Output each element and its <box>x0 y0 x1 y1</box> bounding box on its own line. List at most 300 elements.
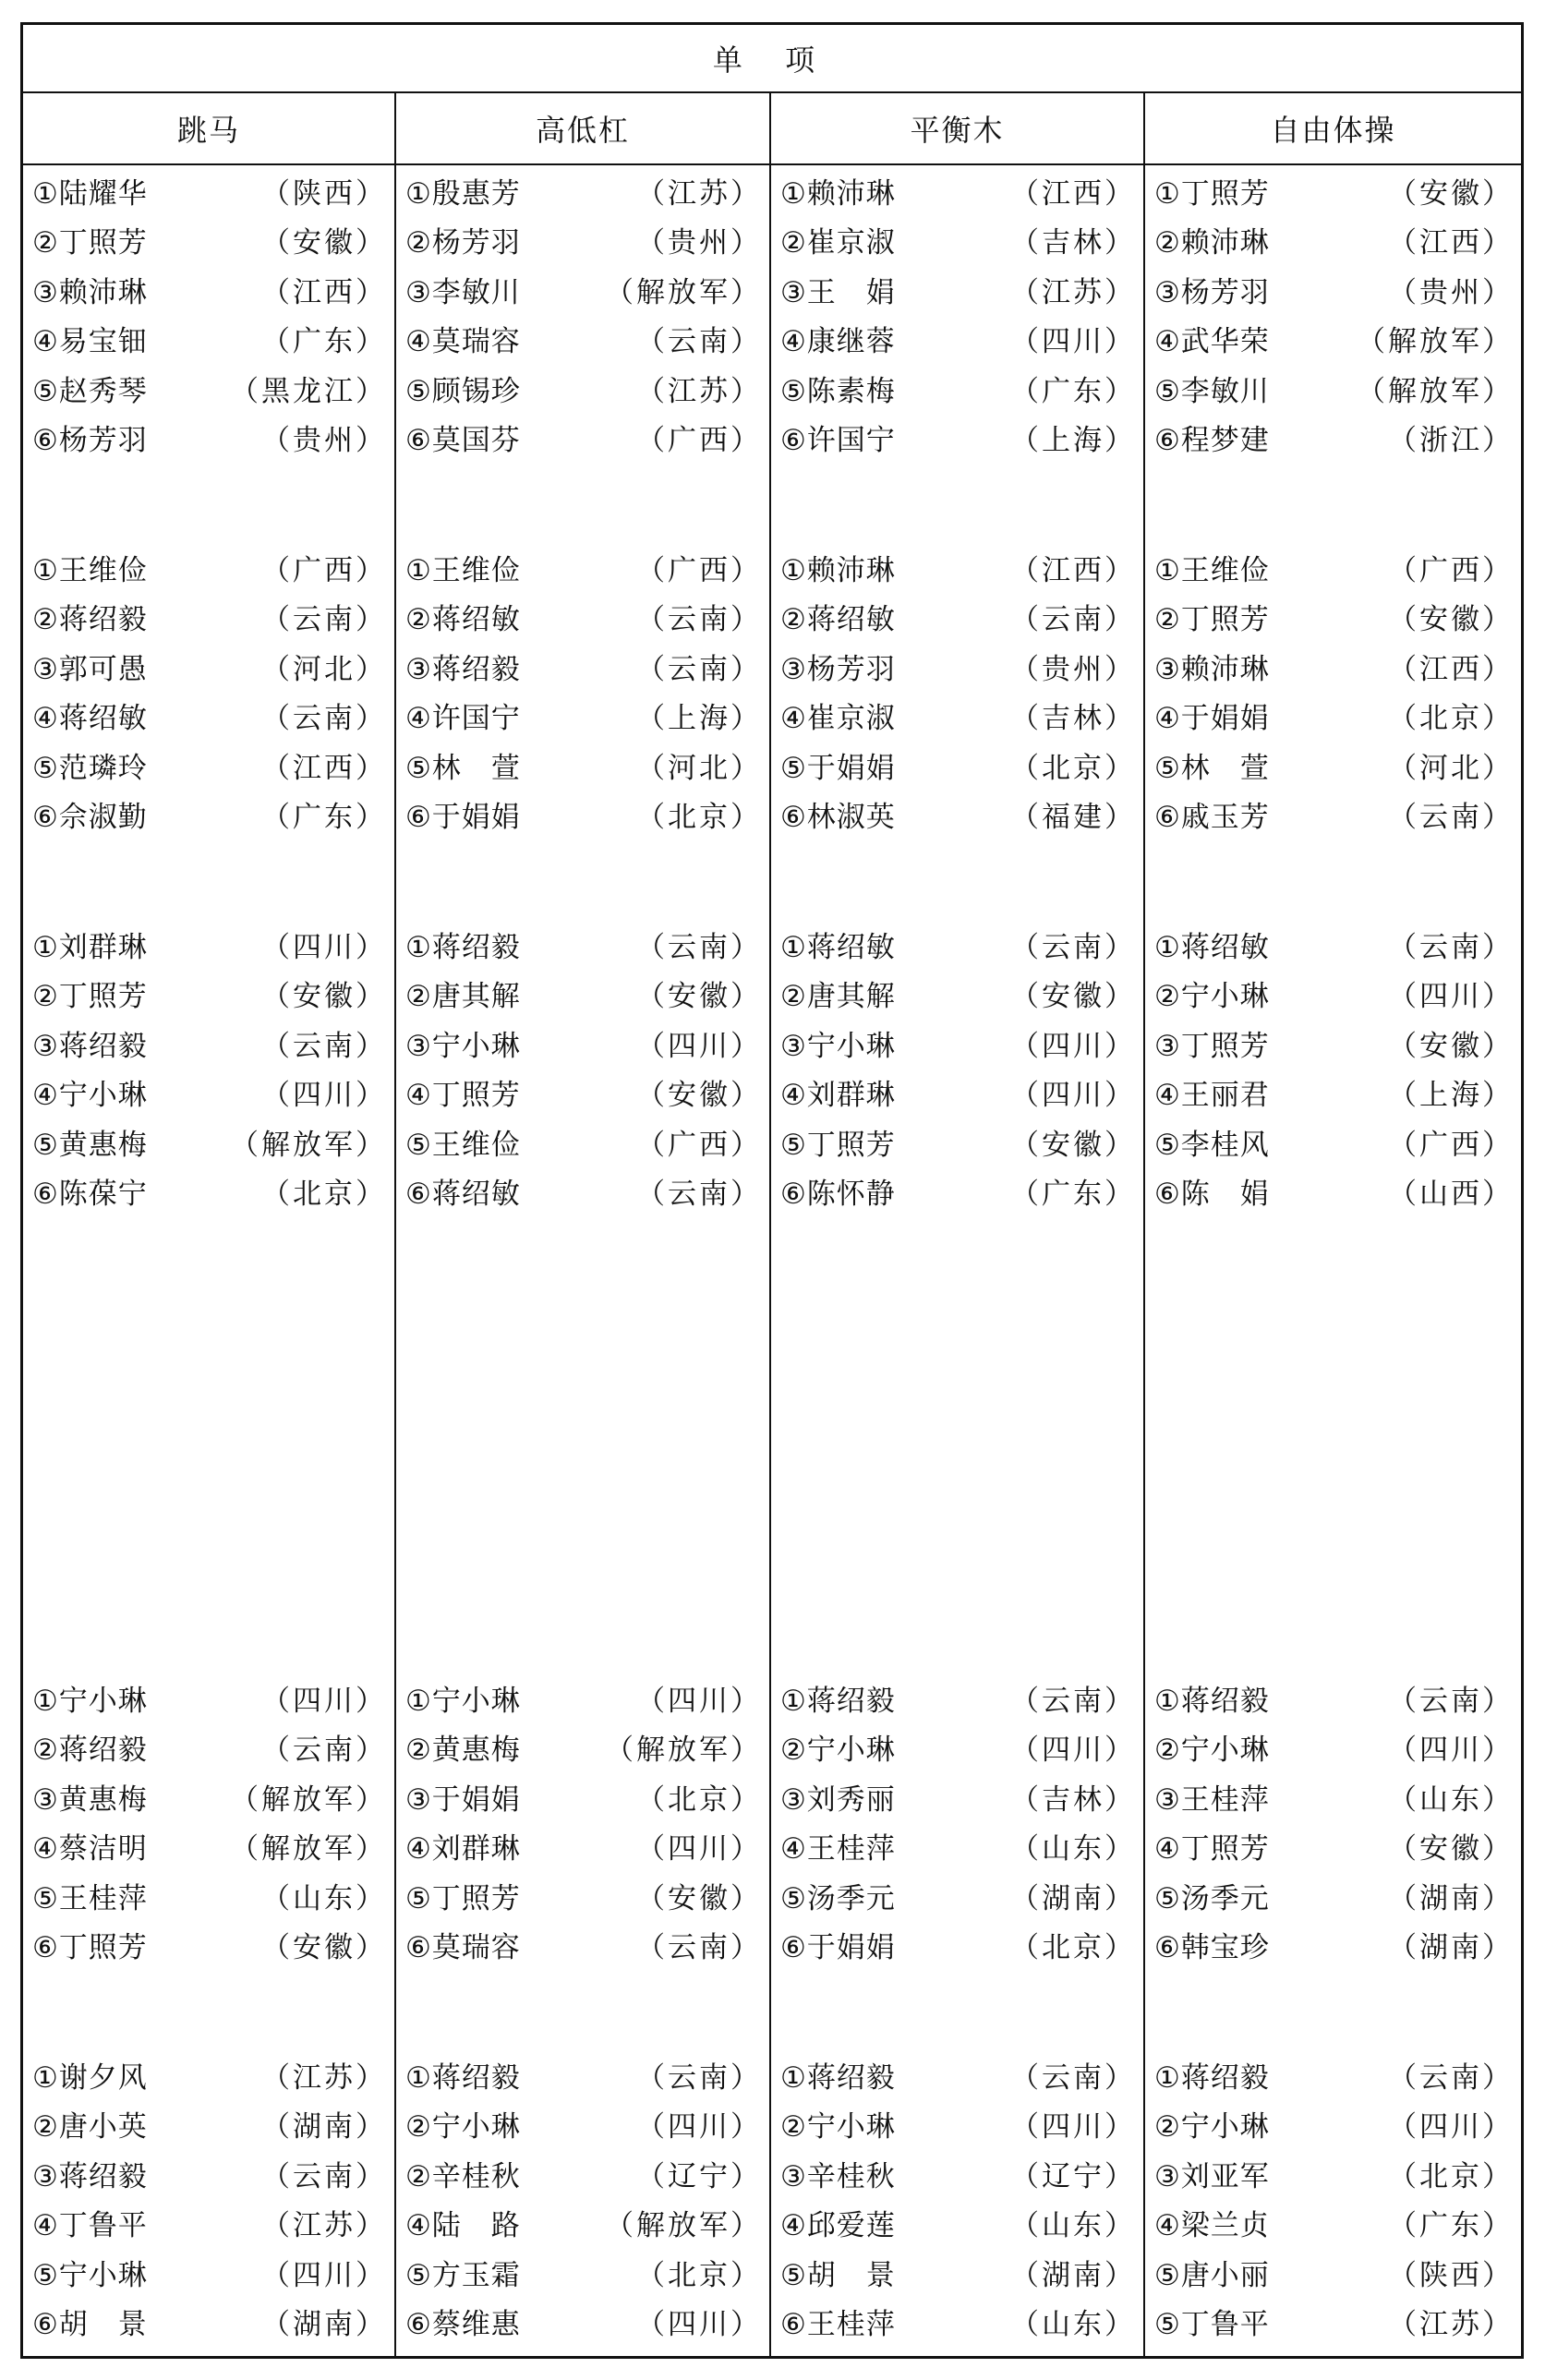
athlete-name: ①蒋绍毅 <box>1154 1684 1270 1718</box>
athlete-team: （解放军） <box>230 1832 387 1866</box>
result-entry <box>771 363 1141 413</box>
result-group <box>771 542 1141 839</box>
athlete-team: （贵州） <box>636 226 762 260</box>
result-entry <box>23 2099 392 2149</box>
result-entry <box>771 2247 1141 2297</box>
athlete-name: ②蒋绍敏 <box>780 603 896 636</box>
result-entry <box>23 2148 392 2198</box>
result-entry <box>23 969 392 1019</box>
athlete-name: ④王丽君 <box>1154 1079 1270 1112</box>
athlete-team: （四川） <box>1010 2110 1136 2144</box>
column-balance-beam <box>771 165 1141 2354</box>
athlete-team: （黑龙江） <box>230 374 387 408</box>
athlete-name: ③蒋绍毅 <box>32 2159 148 2193</box>
athlete-name: ⑥佘淑勤 <box>32 801 148 834</box>
athlete-name: ①谢夕风 <box>32 2060 148 2095</box>
result-group <box>396 2049 767 2346</box>
athlete-name: ④刘群琳 <box>780 1079 896 1112</box>
result-entry <box>23 740 392 790</box>
result-entry <box>396 215 767 265</box>
athlete-name: ③辛桂秋 <box>780 2159 896 2193</box>
athlete-name: ④莫瑞容 <box>405 325 521 358</box>
result-entry <box>23 1821 392 1871</box>
result-entry <box>396 1166 767 1216</box>
athlete-team: （安徽） <box>636 1881 762 1915</box>
athlete-team: （河北） <box>261 652 387 686</box>
column-uneven-bars <box>396 165 767 2354</box>
result-group <box>1145 2049 1519 2346</box>
result-group <box>771 2049 1141 2346</box>
column-vault <box>23 165 392 2354</box>
athlete-name: ③杨芳羽 <box>1154 275 1270 309</box>
athlete-name: ⑥王桂萍 <box>780 2308 896 2341</box>
result-entry <box>396 1673 767 1722</box>
athlete-name: ②崔京淑 <box>780 226 896 260</box>
athlete-name: ②黄惠梅 <box>405 1734 521 1767</box>
athlete-team: （湖南） <box>261 2308 387 2341</box>
athlete-team: （江苏） <box>1388 2308 1514 2341</box>
athlete-team: （云南） <box>1010 603 1136 636</box>
athlete-name: ⑥韩宝珍 <box>1154 1931 1270 1964</box>
result-group <box>396 919 767 1215</box>
athlete-team: （辽宁） <box>636 2159 762 2193</box>
result-entry <box>1145 1920 1519 1970</box>
result-entry <box>771 1068 1141 1118</box>
athlete-team: （广西） <box>636 1128 762 1162</box>
athlete-team: （四川） <box>1010 1079 1136 1112</box>
athlete-name: ①王维俭 <box>1154 553 1270 587</box>
athlete-team: （安徽） <box>1388 1832 1514 1866</box>
athlete-team: （解放军） <box>230 1128 387 1162</box>
athlete-name: ③刘亚军 <box>1154 2159 1270 2193</box>
athlete-team: （广西） <box>636 553 762 587</box>
athlete-team: （云南） <box>636 1178 762 1211</box>
result-entry <box>23 165 392 215</box>
athlete-name: ②宁小琳 <box>780 2110 896 2144</box>
result-group <box>771 919 1141 1215</box>
athlete-name: ⑥于娟娟 <box>405 801 521 834</box>
athlete-name: ⑥于娟娟 <box>780 1931 896 1964</box>
athlete-name: ③黄惠梅 <box>32 1782 148 1817</box>
result-entry <box>771 1821 1141 1871</box>
athlete-team: （解放军） <box>605 275 762 309</box>
result-entry <box>396 691 767 741</box>
result-entry <box>23 2049 392 2099</box>
result-entry <box>771 2148 1141 2198</box>
athlete-team: （四川） <box>636 1684 762 1718</box>
athlete-team: （云南） <box>636 1931 762 1964</box>
column-header-balance-beam: 平衡木 <box>910 113 1005 148</box>
athlete-name: ⑤方玉霜 <box>405 2258 521 2292</box>
athlete-name: ③于娟娟 <box>405 1782 521 1817</box>
athlete-name: ②蒋绍毅 <box>32 603 148 636</box>
result-entry <box>1145 919 1519 969</box>
result-entry <box>23 363 392 413</box>
athlete-name: ⑤顾锡珍 <box>405 374 521 408</box>
result-group <box>1145 919 1519 1215</box>
result-entry <box>23 1166 392 1216</box>
athlete-name: ⑤宁小琳 <box>32 2258 148 2292</box>
athlete-name: ②宁小琳 <box>1154 1734 1270 1767</box>
athlete-name: ②蒋绍毅 <box>32 1734 148 1767</box>
athlete-team: （广东） <box>261 325 387 358</box>
athlete-team: （四川） <box>1010 1029 1136 1063</box>
athlete-team: （广西） <box>1388 553 1514 587</box>
result-entry <box>771 2297 1141 2347</box>
athlete-team: （云南） <box>636 652 762 686</box>
athlete-team: （上海） <box>636 702 762 735</box>
athlete-name: ②丁照芳 <box>32 226 148 260</box>
result-entry <box>1145 2099 1519 2149</box>
athlete-team: （广西） <box>636 424 762 457</box>
result-entry <box>396 919 767 969</box>
athlete-name: ④梁兰贞 <box>1154 2209 1270 2242</box>
result-entry <box>23 1920 392 1970</box>
athlete-team: （湖南） <box>1010 1881 1136 1915</box>
result-entry <box>771 2099 1141 2149</box>
athlete-name: ①蒋绍毅 <box>780 1684 896 1718</box>
result-entry <box>396 165 767 215</box>
result-entry <box>396 2049 767 2099</box>
athlete-name: ④武华荣 <box>1154 325 1270 358</box>
athlete-name: ①王维俭 <box>32 553 148 587</box>
athlete-name: ②宁小琳 <box>780 1734 896 1767</box>
result-entry <box>1145 740 1519 790</box>
athlete-name: ⑤丁照芳 <box>405 1881 521 1915</box>
result-entry <box>1145 1068 1519 1118</box>
athlete-name: ③蒋绍毅 <box>405 652 521 686</box>
result-entry <box>771 969 1141 1019</box>
result-entry <box>1145 165 1519 215</box>
athlete-team: （安徽） <box>1388 176 1514 211</box>
athlete-name: ⑤陈素梅 <box>780 374 896 408</box>
result-entry <box>1145 2198 1519 2248</box>
athlete-team: （北京） <box>636 2258 762 2292</box>
athlete-name: ④蔡洁明 <box>32 1832 148 1866</box>
athlete-team: （山东） <box>1010 1832 1136 1866</box>
athlete-name: ⑥蔡维惠 <box>405 2308 521 2341</box>
result-entry <box>23 2247 392 2297</box>
athlete-team: （云南） <box>1388 1684 1514 1718</box>
result-group <box>1145 165 1519 462</box>
athlete-team: （北京） <box>636 801 762 834</box>
athlete-team: （广西） <box>261 553 387 587</box>
athlete-name: ②辛桂秋 <box>405 2159 521 2193</box>
result-entry <box>771 1018 1141 1068</box>
athlete-name: ⑥陈 娟 <box>1154 1178 1270 1211</box>
athlete-name: ⑤丁鲁平 <box>1154 2308 1270 2341</box>
athlete-team: （云南） <box>1388 930 1514 964</box>
result-entry <box>23 1722 392 1772</box>
result-entry <box>23 1771 392 1821</box>
athlete-name: ⑤汤季元 <box>1154 1881 1270 1915</box>
athlete-name: ④丁鲁平 <box>32 2209 148 2242</box>
athlete-name: ③王桂萍 <box>1154 1782 1270 1817</box>
athlete-name: ②赖沛琳 <box>1154 226 1270 260</box>
result-entry <box>396 969 767 1019</box>
athlete-name: ④崔京淑 <box>780 702 896 735</box>
athlete-name: ⑥杨芳羽 <box>32 424 148 457</box>
athlete-name: ④易宝钿 <box>32 325 148 358</box>
result-entry <box>1145 1166 1519 1216</box>
result-entry <box>23 2297 392 2347</box>
athlete-team: （云南） <box>1010 1684 1136 1718</box>
athlete-team: （江西） <box>1010 553 1136 587</box>
athlete-team: （解放军） <box>1357 374 1514 408</box>
result-entry <box>1145 2247 1519 2297</box>
athlete-team: （云南） <box>261 2159 387 2193</box>
athlete-team: （云南） <box>261 702 387 735</box>
athlete-name: ⑥程梦建 <box>1154 424 1270 457</box>
athlete-team: （山西） <box>1388 1178 1514 1211</box>
result-entry <box>1145 1722 1519 1772</box>
athlete-team: （江苏） <box>261 2060 387 2095</box>
result-entry <box>1145 2297 1519 2347</box>
athlete-team: （福建） <box>1010 801 1136 834</box>
athlete-name: ③赖沛琳 <box>32 275 148 309</box>
result-entry <box>23 413 392 463</box>
athlete-team: （云南） <box>636 603 762 636</box>
result-entry <box>396 2148 767 2198</box>
result-entry <box>396 1870 767 1920</box>
result-entry <box>396 1771 767 1821</box>
result-entry <box>771 542 1141 592</box>
athlete-name: ②丁照芳 <box>32 980 148 1013</box>
result-entry <box>1145 1870 1519 1920</box>
athlete-name: ⑥莫瑞容 <box>405 1931 521 1964</box>
result-group <box>771 165 1141 462</box>
athlete-team: （山东） <box>1388 1782 1514 1817</box>
athlete-team: （吉林） <box>1010 226 1136 260</box>
result-group <box>1145 1673 1519 1969</box>
athlete-name: ⑥陈葆宁 <box>32 1178 148 1211</box>
result-entry <box>1145 1117 1519 1166</box>
athlete-team: （北京） <box>636 1782 762 1817</box>
athlete-team: （解放军） <box>605 1734 762 1767</box>
result-entry <box>396 363 767 413</box>
athlete-team: （云南） <box>1010 930 1136 964</box>
table-title: 单 项 <box>712 42 832 78</box>
result-entry <box>23 919 392 969</box>
athlete-name: ②蒋绍敏 <box>405 603 521 636</box>
result-entry <box>23 314 392 364</box>
athlete-team: （安徽） <box>636 1079 762 1112</box>
result-entry <box>1145 641 1519 691</box>
result-entry <box>396 1018 767 1068</box>
athlete-name: ⑤林 萱 <box>405 751 521 785</box>
athlete-team: （贵州） <box>1388 275 1514 309</box>
result-entry <box>23 691 392 741</box>
athlete-team: （四川） <box>261 2258 387 2292</box>
result-entry <box>23 264 392 314</box>
athlete-name: ③赖沛琳 <box>1154 652 1270 686</box>
athlete-team: （北京） <box>261 1178 387 1211</box>
athlete-name: ①蒋绍敏 <box>1154 930 1270 964</box>
result-entry <box>1145 2049 1519 2099</box>
athlete-team: （贵州） <box>1010 652 1136 686</box>
athlete-name: ④刘群琳 <box>405 1832 521 1866</box>
athlete-team: （四川） <box>1010 1734 1136 1767</box>
athlete-team: （解放军） <box>605 2209 762 2242</box>
result-entry <box>1145 314 1519 364</box>
athlete-name: ③杨芳羽 <box>780 652 896 686</box>
athlete-name: ⑤赵秀琴 <box>32 374 148 408</box>
result-entry <box>771 691 1141 741</box>
result-group <box>23 1673 392 1969</box>
result-group <box>23 2049 392 2346</box>
athlete-name: ⑤汤季元 <box>780 1881 896 1915</box>
result-entry <box>23 1018 392 1068</box>
athlete-team: （河北） <box>1388 751 1514 785</box>
athlete-team: （四川） <box>261 930 387 964</box>
athlete-team: （上海） <box>1010 424 1136 457</box>
athlete-team: （贵州） <box>261 424 387 457</box>
athlete-team: （湖南） <box>1388 1881 1514 1915</box>
athlete-team: （江西） <box>261 275 387 309</box>
result-entry <box>771 919 1141 969</box>
athlete-name: ⑤林 萱 <box>1154 751 1270 785</box>
athlete-team: （广西） <box>1388 1128 1514 1162</box>
athlete-team: （四川） <box>1388 1734 1514 1767</box>
result-entry <box>396 542 767 592</box>
athlete-team: （云南） <box>1388 801 1514 834</box>
athlete-team: （云南） <box>636 930 762 964</box>
result-entry <box>771 1771 1141 1821</box>
athlete-team: （四川） <box>1010 325 1136 358</box>
athlete-name: ①宁小琳 <box>405 1684 521 1718</box>
athlete-name: ④宁小琳 <box>32 1079 148 1112</box>
result-entry <box>771 790 1141 840</box>
result-entry <box>771 165 1141 215</box>
result-entry <box>771 413 1141 463</box>
result-entry <box>1145 363 1519 413</box>
athlete-team: （云南） <box>1010 2060 1136 2095</box>
athlete-name: ③王 娟 <box>780 275 896 309</box>
athlete-name: ①刘群琳 <box>32 930 148 964</box>
athlete-team: （江苏） <box>261 2209 387 2242</box>
athlete-name: ⑥莫国芬 <box>405 424 521 457</box>
athlete-team: （四川） <box>636 2308 762 2341</box>
athlete-name: ⑥蒋绍敏 <box>405 1178 521 1211</box>
athlete-team: （上海） <box>1388 1079 1514 1112</box>
column-header-vault: 跳马 <box>176 113 240 148</box>
athlete-team: （陕西） <box>261 176 387 211</box>
result-entry <box>1145 264 1519 314</box>
result-entry <box>23 2198 392 2248</box>
athlete-name: ②杨芳羽 <box>405 226 521 260</box>
athlete-team: （山东） <box>261 1881 387 1915</box>
athlete-name: ⑥许国宁 <box>780 424 896 457</box>
athlete-name: ②丁照芳 <box>1154 603 1270 636</box>
athlete-team: （云南） <box>636 325 762 358</box>
result-entry <box>771 1722 1141 1772</box>
athlete-name: ⑤于娟娟 <box>780 751 896 785</box>
result-entry <box>1145 969 1519 1019</box>
athlete-name: ①殷惠芳 <box>405 176 521 211</box>
athlete-name: ④蒋绍敏 <box>32 702 148 735</box>
athlete-team: （湖南） <box>261 2110 387 2144</box>
athlete-name: ③李敏川 <box>405 275 521 309</box>
result-entry <box>771 1117 1141 1166</box>
athlete-name: ④丁照芳 <box>405 1079 521 1112</box>
athlete-team: （辽宁） <box>1010 2159 1136 2193</box>
athlete-team: （安徽） <box>261 980 387 1013</box>
athlete-team: （北京） <box>1010 1931 1136 1964</box>
result-entry <box>396 592 767 642</box>
result-entry <box>23 542 392 592</box>
result-entry <box>396 2247 767 2297</box>
athlete-name: ③宁小琳 <box>405 1029 521 1063</box>
athlete-team: （四川） <box>1388 980 1514 1013</box>
result-entry <box>771 1920 1141 1970</box>
athlete-name: ⑤范璘玲 <box>32 751 148 785</box>
athlete-name: ⑥林淑英 <box>780 801 896 834</box>
result-entry <box>771 2049 1141 2099</box>
result-entry <box>771 264 1141 314</box>
result-entry <box>396 2198 767 2248</box>
athlete-team: （江西） <box>1388 652 1514 686</box>
result-entry <box>771 314 1141 364</box>
result-entry <box>396 790 767 840</box>
result-entry <box>1145 1821 1519 1871</box>
column-header-floor-exercise: 自由体操 <box>1270 113 1396 148</box>
athlete-team: （江西） <box>1388 226 1514 260</box>
athlete-team: （四川） <box>261 1684 387 1718</box>
athlete-team: （解放军） <box>230 1782 387 1817</box>
result-group <box>23 542 392 839</box>
athlete-name: ②唐其解 <box>405 980 521 1013</box>
athlete-team: （湖南） <box>1388 1931 1514 1964</box>
athlete-team: （解放军） <box>1357 325 1514 358</box>
result-entry <box>23 592 392 642</box>
athlete-team: （安徽） <box>1010 1128 1136 1162</box>
result-group <box>23 919 392 1215</box>
result-entry <box>23 1870 392 1920</box>
result-group <box>396 165 767 462</box>
athlete-team: （湖南） <box>1010 2258 1136 2292</box>
result-group <box>1145 542 1519 839</box>
athlete-name: ⑥胡 景 <box>32 2308 148 2341</box>
athlete-team: （云南） <box>636 2060 762 2095</box>
athlete-team: （四川） <box>636 2110 762 2144</box>
athlete-name: ③丁照芳 <box>1154 1029 1270 1063</box>
athlete-name: ①蒋绍毅 <box>1154 2060 1270 2095</box>
athlete-name: ①蒋绍敏 <box>780 930 896 964</box>
athlete-name: ④于娟娟 <box>1154 702 1270 735</box>
result-entry <box>23 1673 392 1722</box>
athlete-name: ⑥丁照芳 <box>32 1931 148 1964</box>
result-entry <box>396 1920 767 1970</box>
result-entry <box>1145 691 1519 741</box>
result-entry <box>1145 1771 1519 1821</box>
athlete-name: ②宁小琳 <box>405 2110 521 2144</box>
athlete-name: ③宁小琳 <box>780 1029 896 1063</box>
athlete-name: ⑤李敏川 <box>1154 374 1270 408</box>
result-entry <box>396 1722 767 1772</box>
athlete-name: ①陆耀华 <box>32 176 148 211</box>
result-group <box>23 165 392 462</box>
result-entry <box>23 1117 392 1166</box>
result-entry <box>771 1166 1141 1216</box>
athlete-team: （江苏） <box>1010 275 1136 309</box>
athlete-team: （北京） <box>1388 702 1514 735</box>
athlete-name: ②唐其解 <box>780 980 896 1013</box>
result-entry <box>23 790 392 840</box>
result-entry <box>396 314 767 364</box>
athlete-name: ⑤黄惠梅 <box>32 1128 148 1162</box>
athlete-team: （吉林） <box>1010 1782 1136 1817</box>
athlete-team: （安徽） <box>261 1931 387 1964</box>
